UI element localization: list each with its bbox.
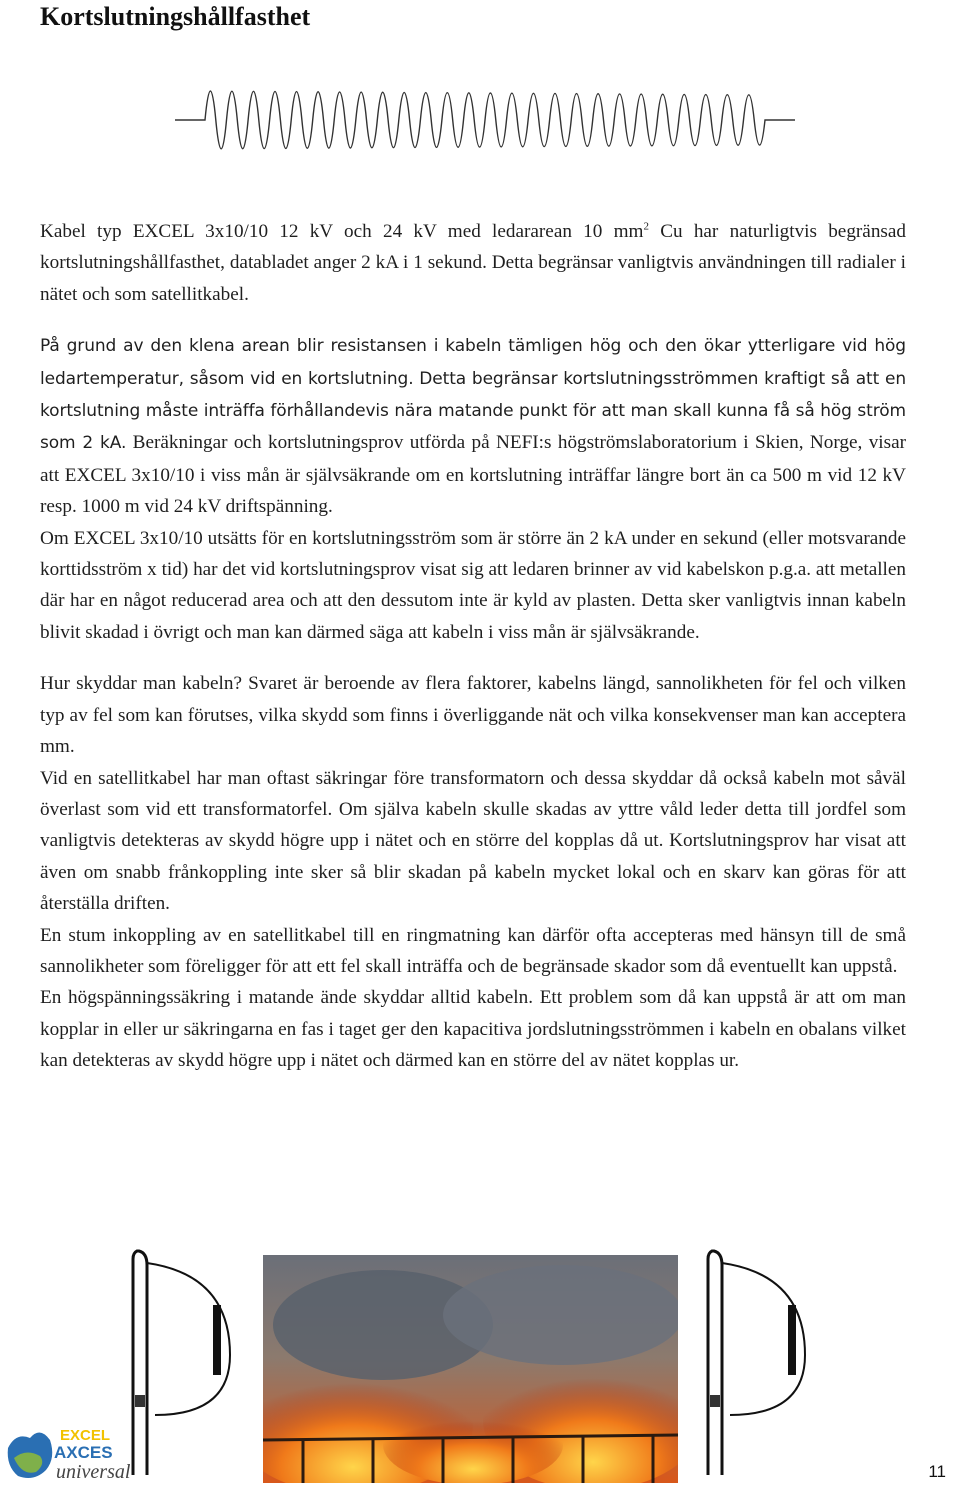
excel-axces-universal-logo xyxy=(6,1418,151,1486)
page-title: Kortslutningshållfasthet xyxy=(40,2,311,31)
cable-termination-illustration-right xyxy=(700,1245,810,1480)
body-text xyxy=(40,216,906,1077)
logo-text-universal: universal xyxy=(56,1461,131,1483)
logo-text-axces: AXCES xyxy=(54,1443,113,1462)
paragraph-3: Om EXCEL 3x10/10 utsätts för en kortslutningsström som är större än 2 kA under en sekund (eller motsvarande korttidsström x tid) har det vid kortslutningsprov visat sig att ledaren brinner av vid kabelskon p.g.a. att metallen där har en något reducerad area och att den dessutom inte är kyld av plasten. Detta sker vanligtvis innan kabeln blivit skadad i övrigt och man kan därmed säga att kabeln i viss mån är självsäkrande. xyxy=(40,527,906,643)
short-circuit-waveform xyxy=(175,91,795,149)
paragraph-2: På grund av den klena arean blir resistansen i kabeln tämligen hög och den ökar ytterligare vid hög ledartemperatur, såsom vid en kortslutning. Detta begränsar kortslutningsströmmen kraftigt så att en kortslutning måste inträffa förhållandevis nära matande punkt för att man skall kunna få så hög ström som 2 kA. Beräkningar och kortslutningsprov utförda på NEFI:s högströmslaboratorium i Skien, Norge, visar att EXCEL 3x10/10 i viss mån är självsäkrande om en kortslutning inträffar längre bort än ca 500 m vid 12 kV resp. 1000 m vid 24 kV driftspänning. xyxy=(40,336,906,518)
paragraph-7: En högspänningssäkring i matande ände skyddar alltid kabeln. Ett problem som då kan uppstå är att om man kopplar in eller ur säkringarna en fas i taget ger den kapacitiva jordslutningsströmmen i kabeln en obalans vilket kan detekteras av skydd högre upp i nätet och därmed kan en större del av nätet kopplas ur. xyxy=(40,987,906,1072)
paragraph-1: Kabel typ EXCEL 3x10/10 12 kV och 24 kV med ledararean 10 $mm^2$ Cu har naturligtvis begränsad kortslutningshållfasthet, databladet anger 2 kA i 1 sekund. Detta begränsar vanligtvis användningen till radialer i nätet och som satellitkabel. xyxy=(40,220,906,305)
paragraph-4: Hur skyddar man kabeln? Svaret är beroende av flera faktorer, kabelns längd, sannolikheten för fel och vilken typ av fel som kan förutses, vilka skydd som finns i överliggande nät och vilka konsekvenser man kan acceptera mm. xyxy=(40,673,906,758)
page-number: 11 xyxy=(928,1462,946,1481)
logo-text-excel: EXCEL xyxy=(60,1427,111,1444)
paragraph-5: Vid en satellitkabel har man oftast säkringar före transformatorn och dessa skyddar då också kabeln mot såväl överlast som vid ett transformatorfel. Om själva kabeln skulle skadas av yttre våld leder detta till jordfel som vanligtvis detekteras av skydd högre upp i nätet och en större del kopplas då ut. Kortslutningsprov har visat att även om snabb frånkoppling inte sker så blir skadan på kabeln mycket lokal och en skarv kan göras för att återställa driften. xyxy=(40,767,906,915)
oscillogram-figure xyxy=(175,55,795,185)
fire-photo xyxy=(263,1255,678,1483)
paragraph-6: En stum inkoppling av en satellitkabel till en ringmatning kan därför ofta accepteras med hänsyn till de små sannolikheter som föreligger för att ett fel skall inträffa och de begränsade skador som då eventuellt kan uppstå. xyxy=(40,924,906,977)
